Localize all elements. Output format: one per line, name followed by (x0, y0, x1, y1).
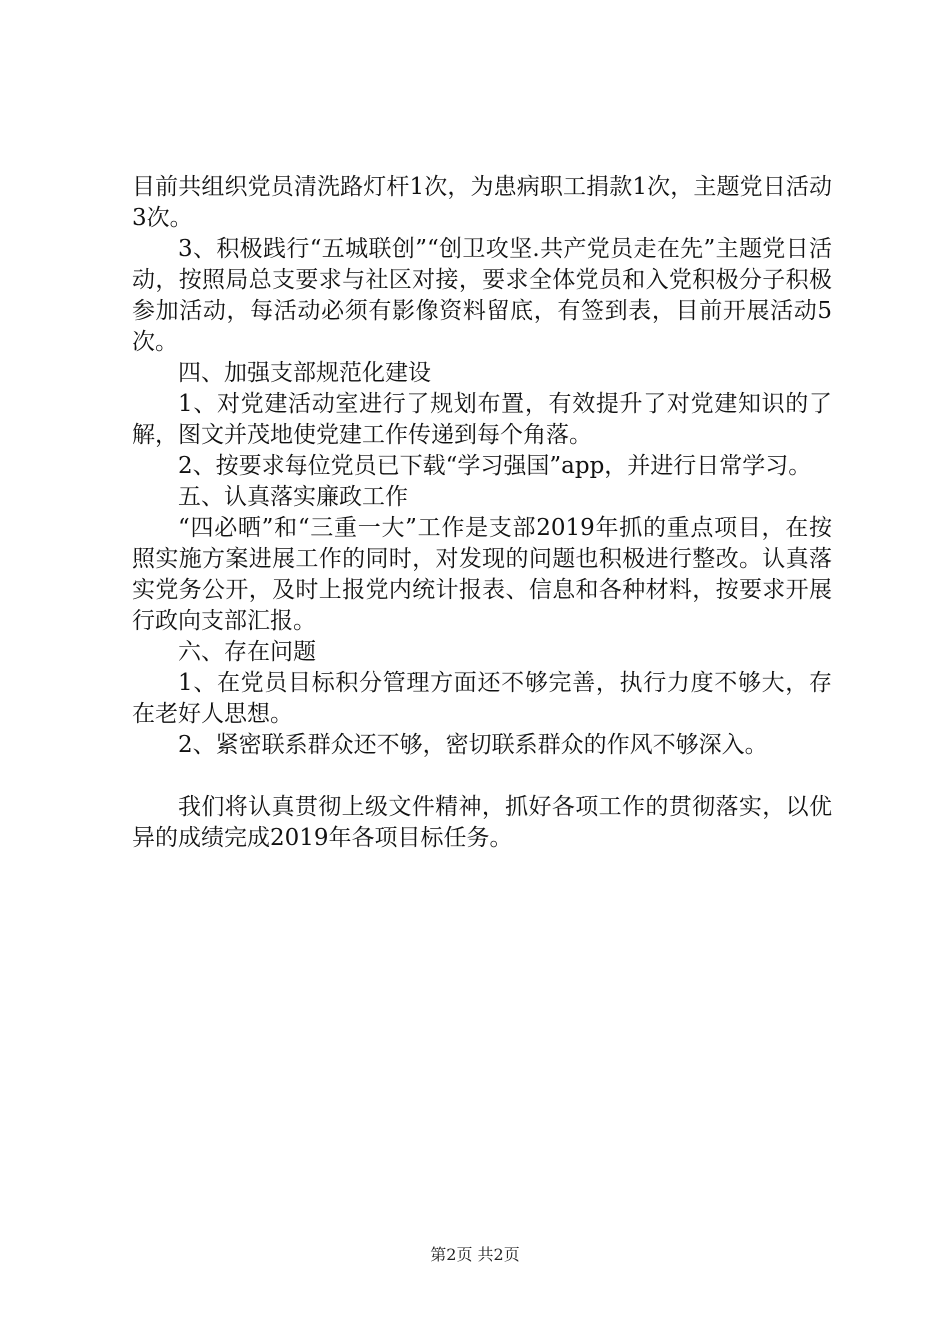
page-number-footer: 第2页 共2页 (430, 1245, 520, 1264)
paragraph-5: “四必晒”和“三重一大”工作是支部2019年抓的重点项目，在按照实施方案进展工作的同时，对发现的问题也积极进行整改。认真落实党务公开，及时上报党内统计报表、信息和各种材料，按要求开展行政向支部汇报。 (132, 515, 832, 634)
paragraph-6: 1、在党员目标积分管理方面还不够完善，执行力度不够大，存在老好人思想。 (132, 670, 832, 727)
section-heading-6: 六、存在问题 (178, 639, 316, 665)
paragraph-3: 1、对党建活动室进行了规划布置，有效提升了对党建知识的了解，图文并茂地使党建工作传递到每个角落。 (132, 391, 832, 448)
blank-line (132, 761, 832, 792)
closing-paragraph: 我们将认真贯彻上级文件精神，抓好各项工作的贯彻落实，以优异的成绩完成2019年各项目标任务。 (132, 794, 832, 851)
document-body (132, 172, 832, 854)
section-heading-5: 五、认真落实廉政工作 (178, 484, 408, 510)
paragraph-4: 2、按要求每位党员已下载“学习强国”app，并进行日常学习。 (178, 453, 812, 479)
paragraph-1: 目前共组织党员清洗路灯杆1次，为患病职工捐款1次，主题党日活动3次。 (132, 174, 832, 231)
paragraph-7: 2、紧密联系群众还不够，密切联系群众的作风不够深入。 (178, 732, 768, 758)
section-heading-4: 四、加强支部规范化建设 (178, 360, 431, 386)
paragraph-2: 3、积极践行“五城联创”“创卫攻坚.共产党员走在先”主题党日活动，按照局总支要求与社区对接，要求全体党员和入党积极分子积极参加活动，每活动必须有影像资料留底，有签到表，目前开展活动5次。 (132, 236, 832, 355)
